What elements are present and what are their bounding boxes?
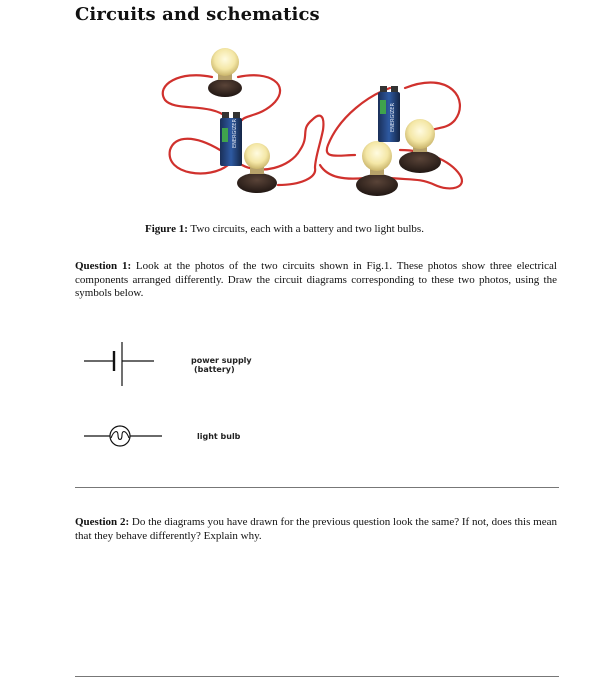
bulb-top-left [208, 48, 242, 97]
circuits-photo [150, 40, 480, 205]
figure-caption [145, 223, 424, 235]
left-circuit-wires [163, 75, 324, 185]
question-2-text: Do the diagrams you have drawn for the previous question look the same? If not, does this mean that they behave differently? Explain why. [75, 516, 557, 542]
question-1-text: Look at the photos of the two circuits shown in Fig.1. These photos show three electrical components arranged differently. Draw the circuit diagrams corresponding to these two photos, using the symbols below. [75, 260, 557, 299]
battery-left [220, 112, 242, 166]
battery-symbol-icon [84, 338, 154, 388]
question-1 [75, 260, 557, 301]
bulb-bottom-center [356, 141, 398, 196]
battery-label-line2: (battery) [194, 365, 235, 374]
figure-label: Figure 1: [145, 223, 188, 235]
figure-caption-text: Two circuits, each with a battery and two light bulbs. [187, 223, 424, 235]
battery-label-line1: power supply [191, 356, 252, 365]
answer-divider-1 [75, 487, 559, 488]
question-1-label: Question 1: [75, 260, 132, 272]
svg-text:ENERGIZER: ENERGIZER [390, 103, 396, 132]
bulb-symbol-icon [84, 422, 162, 452]
bulb-right [399, 119, 441, 173]
page-title: Circuits and schematics [75, 4, 320, 25]
question-2-label: Question 2: [75, 516, 130, 528]
answer-divider-2 [75, 676, 559, 677]
battery-symbol-label [191, 356, 252, 374]
battery-right [378, 86, 400, 142]
question-2 [75, 516, 557, 543]
svg-text:ENERGIZER: ENERGIZER [232, 119, 238, 148]
bulb-symbol-label: light bulb [197, 432, 241, 441]
